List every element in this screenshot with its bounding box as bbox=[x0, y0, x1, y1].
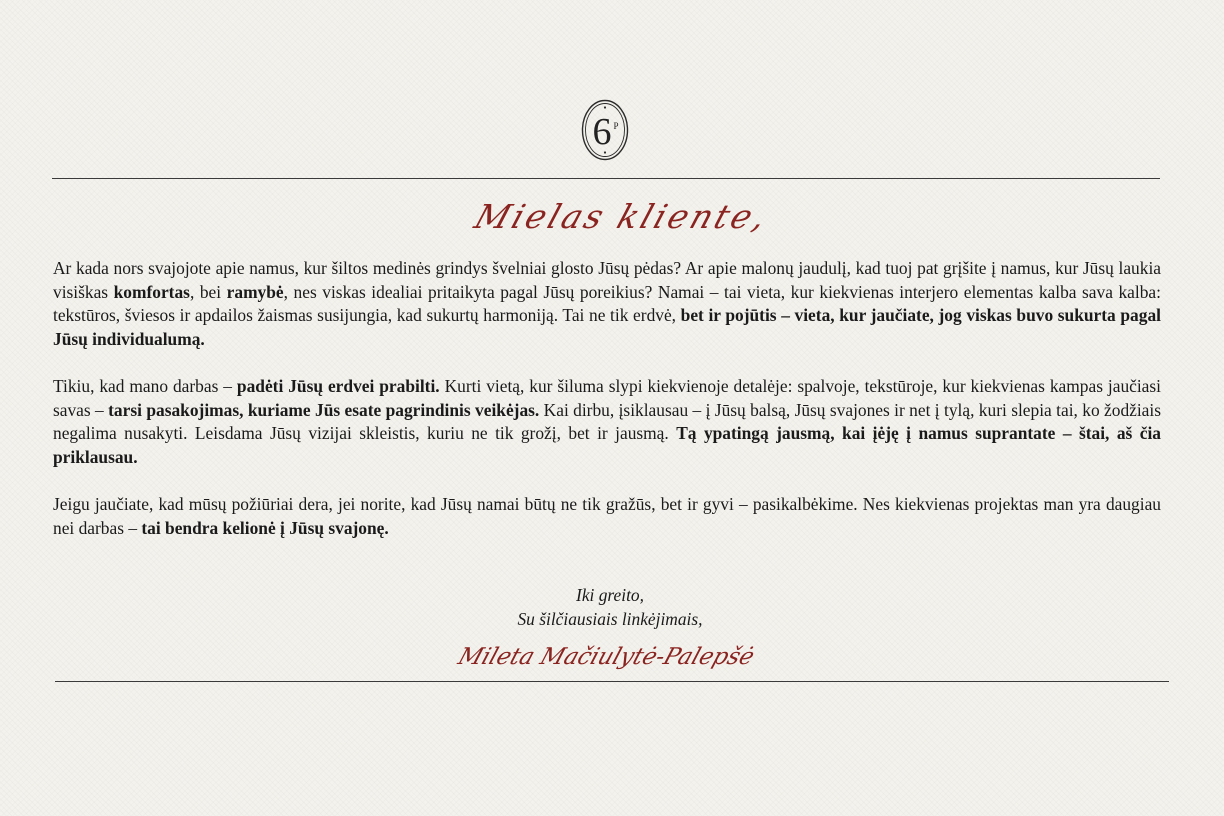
emphasis-text: tarsi pasakojimas, kuriame Jūs esate pagrindinis veikėjas. bbox=[108, 399, 540, 420]
top-divider bbox=[52, 178, 1160, 179]
paragraph-text: , bei bbox=[189, 281, 227, 302]
letter-paragraph bbox=[53, 257, 1161, 351]
paragraph-text: Tikiu, kad mano darbas – bbox=[53, 375, 237, 396]
emphasis-text: padėti Jūsų erdvei prabilti. bbox=[236, 375, 440, 396]
paragraph-text: , nes viskas idealiai pritaikyta pagal Jūsų poreikius? Namai – tai vieta, kur kiekvienas interjero elementas kalba sava kalba: tekstūros, šviesos ir apdailos žaismas susijungia, kad sukurtų harmoniją. Tai ne tik erdvė, bbox=[53, 281, 1161, 326]
salutation-heading bbox=[430, 186, 810, 250]
emphasis-text: tai bendra kelionė į Jūsų svajonę. bbox=[141, 517, 389, 538]
paragraph-text: Jeigu jaučiate, kad mūsų požiūriai dera, jei norite, kad Jūsų namai būtų ne tik gražūs, bet ir gyvi – pasikalbėkime. Nes kiekvienas projektas man yra daugiau nei darbas – bbox=[53, 493, 1161, 538]
closing-block bbox=[450, 583, 770, 631]
closing-line-2: Su šilčiausiais linkėjimais, bbox=[517, 609, 703, 629]
emphasis-text: komfortas bbox=[113, 281, 190, 302]
emphasis-text: bet ir pojūtis – vieta, kur jaučiate, jog viskas buvo sukurta pagal Jūsų individualumą. bbox=[53, 305, 1161, 349]
logo-letter: P bbox=[613, 121, 619, 131]
emphasis-text: ramybė bbox=[226, 281, 284, 302]
signature bbox=[405, 630, 805, 678]
salutation-text: Mielas kliente, bbox=[470, 197, 774, 236]
emphasis-text: Tą ypatingą jausmą, kai įėję į namus suprantate – štai, aš čia priklausau. bbox=[53, 423, 1161, 467]
signature-text: Mileta Mačiulytė-Palepšė bbox=[454, 642, 759, 670]
bottom-divider bbox=[55, 681, 1169, 682]
logo-numeral: 6 bbox=[592, 111, 612, 153]
letter-paragraph bbox=[53, 375, 1161, 469]
letter-paragraph bbox=[53, 493, 1161, 540]
paragraph-text: Kurti vietą, kur šiluma slypi kiekvienoje detalėje: spalvoje, tekstūroje, kur kiekvienas kampas jaučiasi savas – bbox=[53, 375, 1162, 420]
letter-body bbox=[53, 257, 1161, 564]
closing-line-1: Iki greito, bbox=[576, 585, 644, 605]
paragraph-text: Ar kada nors svajojote apie namus, kur šiltos medinės grindys švelniai glosto Jūsų pėdas? Ar apie malonų jaudulį, kad tuoj pat grįšite į namus, kur Jūsų laukia visiškas bbox=[53, 258, 1161, 302]
paragraph-text: Kai dirbu, įsiklausau – į Jūsų balsą, Jūsų svajones ir net į tylą, kuri slepia tai, ko žodžiais negalima nusakyti. Leisdama Jūsų vizijai skleistis, kuriu ne tik grožį, bet ir jausmą. bbox=[53, 399, 1162, 444]
brand-logo bbox=[580, 98, 630, 162]
